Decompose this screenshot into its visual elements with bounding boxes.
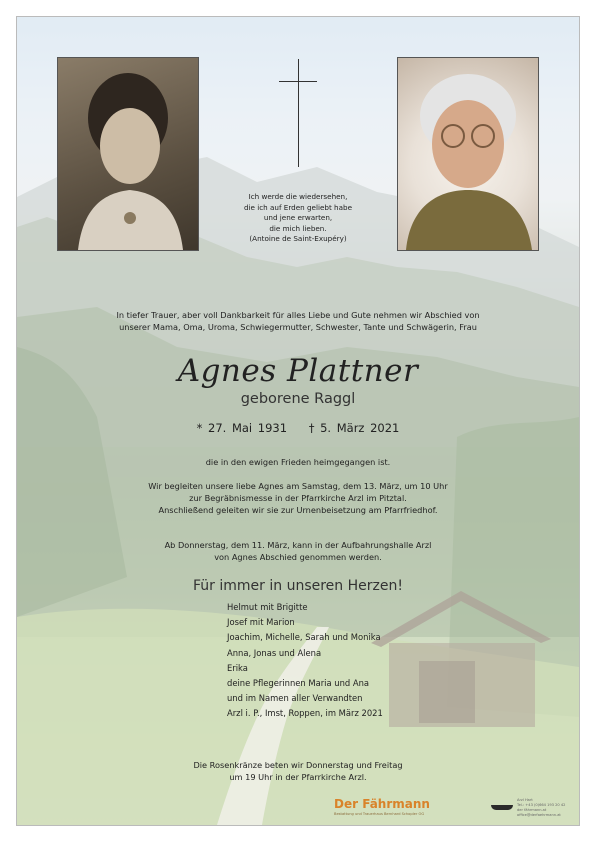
viewing-text [57,539,539,563]
family-item: Anna, Jonas und Alena [227,647,322,658]
quote-line: die mich lieben. [269,223,327,233]
rosary-line: um 19 Uhr in der Pfarrkirche Arzl. [229,772,367,782]
quote [203,192,393,245]
contact-line: Tel.: +43 (0)664 193 20 42 [517,803,566,807]
portrait-elderly-photo [397,57,539,251]
quote-line: die ich auf Erden geliebt habe [243,202,353,212]
contact-line: der fährmann.at [517,808,547,812]
quote-line: Ich werde die wiedersehen, [248,192,348,201]
family-item: Erika [227,662,248,673]
funeral-home-logo: Der Fährmann [334,797,430,811]
intro-line: unserer Mama, Oma, Uroma, Schwiegermutter, Schwester, Tante und Schwägerin, Frau [119,322,477,332]
contact-line: office@derfaehrmann.at [517,813,561,817]
birth-name: geborene Raggl [240,391,356,407]
family-item: Arzl i. P., Imst, Roppen, im März 2021 [227,708,383,719]
funeral-line: zur Begräbnismesse in der Pfarrkirche Arzl im Pitztal. [189,493,407,503]
funeral-line: Anschließend geleiten wir sie zur Urnenbeisetzung am Pfarrfriedhof. [158,505,438,515]
passing-text: die in den ewigen Frieden heimgegangen ist. [205,457,391,467]
viewing-line: von Agnes Abschied genommen werden. [214,552,382,562]
quote-line: und jene erwarten, [263,213,333,223]
cross-icon [298,59,299,167]
family-item: Joachim, Michelle, Sarah und Monika [227,632,381,643]
rosary-text [57,759,539,783]
obituary-card [16,16,580,826]
family-item: Josef mit Marion [227,617,295,628]
family-item: und im Namen aller Verwandten [227,693,363,704]
cross-bar [279,81,317,82]
contact-line: Arzl Hart [517,798,533,802]
funeral-line: Wir begleiten unsere liebe Agnes am Samstag, dem 13. März, um 10 Uhr [148,481,448,491]
contact-info [517,798,565,818]
family-item: deine Pflegerinnen Maria und Ana [227,678,370,689]
funeral-home-subtitle: Bestattung und Trauerhaus Bernhard Schopler OG [334,812,425,816]
portrait-young-photo [57,57,199,251]
quote-author: (Antoine de Saint-Exupéry) [249,234,347,244]
boat-icon [491,805,513,810]
family-item: Helmut mit Brigitte [227,602,308,612]
viewing-line: Ab Donnerstag, dem 11. März, kann in der Aufbahrungshalle Arzl [164,540,432,550]
deceased-name: Agnes Plattner [177,353,419,389]
rosary-line: Die Rosenkränze beten wir Donnerstag und Freitag [193,760,403,770]
birth-date: * 27. Mai 1931 [196,421,288,435]
death-date: † 5. März 2021 [308,421,400,435]
family-list [227,600,383,722]
intro-line: In tiefer Trauer, aber voll Dankbarkeit für alles Liebe und Gute nehmen wir Abschied von [116,310,480,320]
intro-text [49,309,547,333]
funeral-text [57,480,539,516]
motto: Für immer in unseren Herzen! [193,578,403,594]
life-dates [17,421,579,435]
